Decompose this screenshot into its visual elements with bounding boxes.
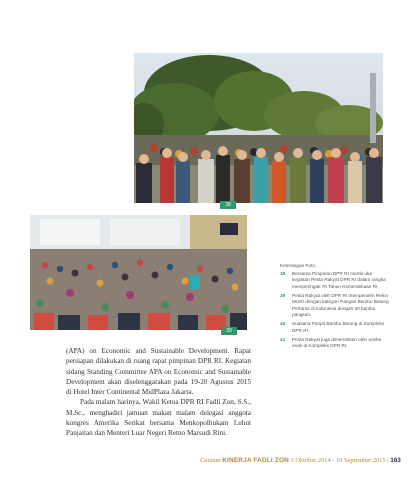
body-paragraph: Pada malam harinya, Wakil Ketua DPR RI Fadli Zon, S.S., M.Sc., menghadiri jamuan makan malam delegasi anggota kongres Amerika Serikat bersama Menkopolhukam Luhut Panjaitan dan Menteri Luar Negeri Retno Marsudi Rini.	[66, 398, 251, 438]
footer-title: Catatan	[200, 457, 221, 464]
page-footer	[200, 455, 400, 467]
caption-item	[280, 337, 390, 350]
footer-date-range: 3 Oktober 2014 - 10 September 2015	[290, 457, 386, 464]
photo-tag: 38	[220, 201, 236, 209]
photo-outdoor-crowd	[134, 53, 383, 203]
caption-number: 40	[280, 321, 286, 327]
footer-name: KINERJA FADLI ZON	[222, 457, 289, 464]
photo-tag: 39	[221, 327, 237, 335]
caption-number: 41	[280, 336, 286, 342]
body-paragraph: (APA) on Economic and Sustainable Development. Rapat persiapan dilakukan di ruang rapat pimpinan DPR RI. Kegiatan sidang Standing Committee APA on Economic and Sustainable Development akan diselenggarakan pada 19-20 Agustus 2015 di Hotel Inter Continental MidPlaza Jakarta.	[66, 347, 251, 397]
captions-title: Keterangan Foto:	[280, 263, 317, 268]
caption-text: Suasana Panjat Bambu Betung di Kompleks DPR RI.	[292, 321, 385, 333]
footer-separator: |	[387, 457, 389, 464]
photo-indoor-hall	[30, 215, 247, 330]
photo-captions	[280, 263, 390, 352]
page-number: 163	[390, 457, 401, 464]
caption-item	[280, 293, 390, 319]
caption-number: 39	[280, 292, 286, 298]
caption-number: 38	[280, 270, 286, 276]
body-text	[66, 346, 251, 439]
caption-item	[280, 321, 390, 334]
caption-text: Pesta Rakyat juga dimeriahkan oleh aneka anak di Kompleks DPR RI.	[292, 336, 382, 349]
caption-text: Pesta Rakyat oleh DPR RI memperoleh Rekor MURI dengan kategori Pangan Bambu Betung Pertama di Indonesia dengan 30 bambu pangsan.	[292, 292, 389, 318]
caption-item	[280, 271, 390, 291]
caption-text: Bersama Pimpinan DPR RI memb uka kegiatan Pesta Rakyat DPR RI dalam rangka memperingati 70 Tahun Kemerdekaan RI.	[292, 270, 386, 289]
